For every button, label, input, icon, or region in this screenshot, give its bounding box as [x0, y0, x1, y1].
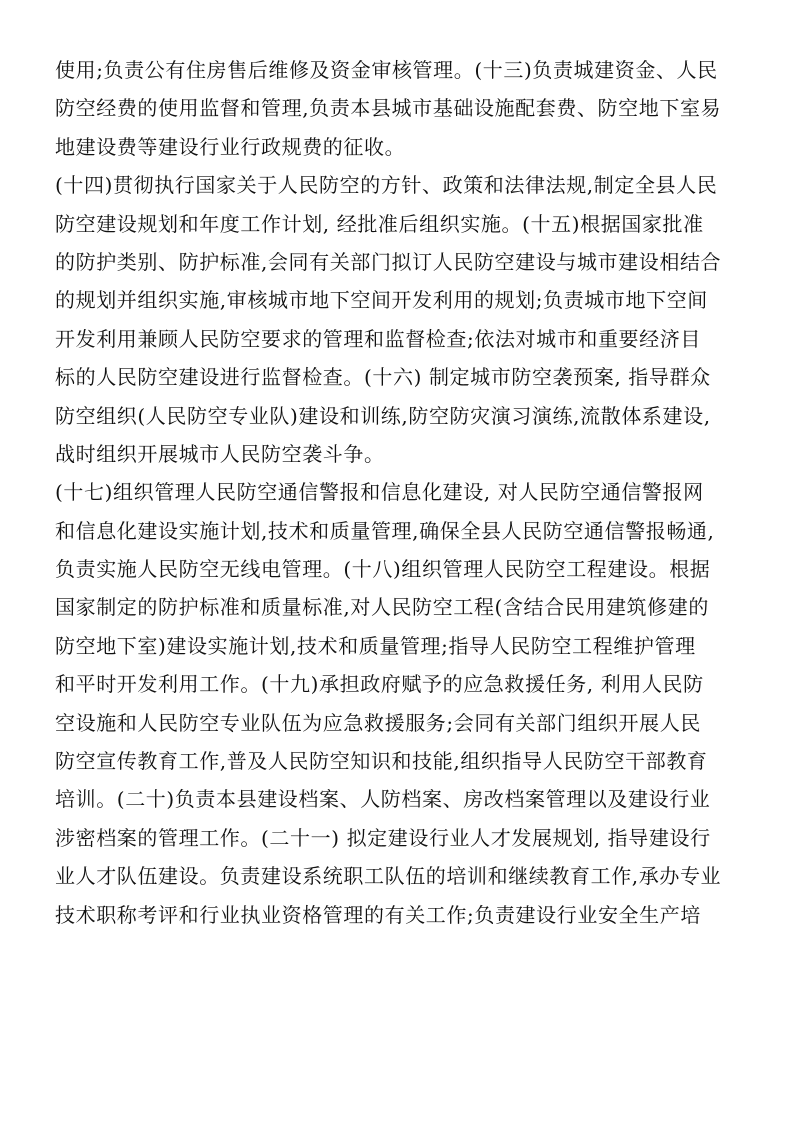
text-line: (十七)组织管理人民防空通信警报和信息化建设, 对人民防空通信警报网	[55, 480, 704, 505]
text-line: 空设施和人民防空专业队伍为应急救援服务;会同有关部门组织开展人民	[55, 710, 701, 735]
body-text	[55, 51, 745, 934]
text-line: 使用;负责公有住房售后维修及资金审核管理。(十三)负责城建资金、人民	[55, 58, 718, 82]
text-line: 地建设费等建设行业行政规费的征收。	[55, 134, 406, 159]
text-line: 和信息化建设实施计划,技术和质量管理,确保全县人民防空通信警报畅通,	[55, 518, 715, 543]
text-line: 标的人民防空建设进行监督检查。(十六) 制定城市防空袭预案, 指导群众	[55, 365, 711, 390]
text-line: 涉密档案的管理工作。(二十一) 拟定建设行业人才发展规划, 指导建设行	[55, 825, 711, 850]
text-line: 开发利用兼顾人民防空要求的管理和监督检查;依法对城市和重要经济目	[55, 326, 701, 351]
text-line: 防空建设规划和年度工作计划, 经批准后组织实施。(十五)根据国家批准	[55, 211, 704, 236]
text-line: 和平时开发利用工作。(十九)承担政府赋予的应急救援任务, 利用人民防	[55, 672, 704, 697]
text-line: 的防护类别、防护标准,会同有关部门拟订人民防空建设与城市建设相结合	[55, 249, 722, 274]
text-line: 负责实施人民防空无线电管理。(十八)组织管理人民防空工程建设。根据	[55, 557, 711, 582]
text-line: 的规划并组织实施,审核城市地下空间开发利用的规划;负责城市地下空间	[55, 288, 708, 313]
text-line: 战时组织开展城市人民防空袭斗争。	[55, 441, 385, 466]
text-line: 防空地下室)建设实施计划,技术和质量管理;指导人民防空工程维护管理	[55, 633, 696, 658]
text-line: 培训。(二十)负责本县建设档案、人防档案、房改档案管理以及建设行业	[55, 787, 711, 812]
text-line: 技术职称考评和行业执业资格管理的有关工作;负责建设行业安全生产培	[55, 902, 701, 927]
text-line: 防空宣传教育工作,普及人民防空知识和技能,组织指导人民防空干部教育	[55, 749, 708, 774]
text-line: 防空组织(人民防空专业队)建设和训练,防空防灾演习演练,流散体系建设,	[55, 403, 711, 428]
text-line: (十四)贯彻执行国家关于人民防空的方针、政策和法律法规,制定全县人民	[55, 173, 718, 198]
text-line: 业人才队伍建设。负责建设系统职工队伍的培训和继续教育工作,承办专业	[55, 864, 722, 889]
text-line: 防空经费的使用监督和管理,负责本县城市基础设施配套费、防空地下室易	[55, 96, 722, 121]
text-line: 国家制定的防护标准和质量标准,对人民防空工程(含结合民用建筑修建的	[55, 595, 709, 620]
